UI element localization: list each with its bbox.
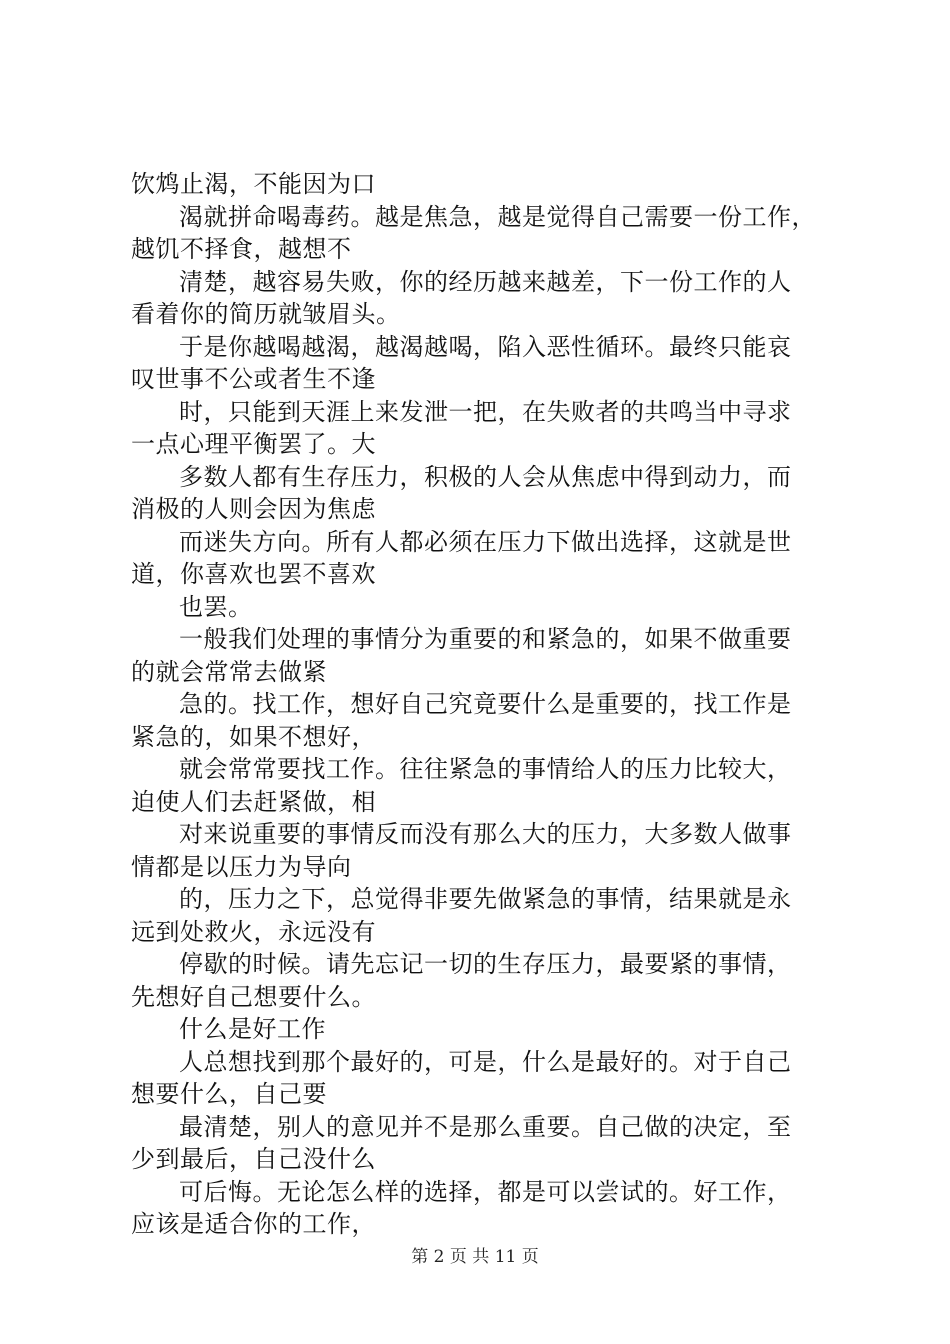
text-line: 也罢。 [179, 592, 253, 621]
text-line: 一点心理平衡罢了。大 [131, 430, 376, 458]
text-line: 对来说重要的事情反而没有那么大的压力，大多数人做事 [179, 820, 792, 848]
text-line: 远到处救火，永远没有 [131, 917, 376, 946]
text-line: 道，你喜欢也罢不喜欢 [131, 560, 376, 588]
text-line: 急的。找工作，想好自己究竟要什么是重要的，找工作是 [179, 690, 792, 718]
text-line: 最清楚，别人的意见并不是那么重要。自己做的决定，至 [179, 1112, 792, 1141]
text-line: 饮鸩止渴，不能因为口 [131, 170, 376, 198]
text-line: 多数人都有生存压力，积极的人会从焦虑中得到动力，而 [179, 462, 792, 491]
text-line: 看着你的简历就皱眉头。 [131, 300, 401, 328]
text-line: 应该是适合你的工作， [131, 1210, 376, 1238]
text-line: 的，压力之下，总觉得非要先做紧急的事情，结果就是永 [179, 885, 792, 913]
text-line: 于是你越喝越渴，越渴越喝，陷入恶性循环。最终只能哀 [179, 332, 792, 361]
text-line: 人总想找到那个最好的，可是，什么是最好的。对于自己 [179, 1047, 792, 1076]
text-line: 越饥不择食，越想不 [131, 235, 352, 263]
text-line: 时，只能到天涯上来发泄一把，在失败者的共鸣当中寻求 [179, 397, 792, 426]
text-line: 的就会常常去做紧 [131, 657, 327, 686]
text-line: 少到最后，自己没什么 [131, 1145, 376, 1173]
text-line: 紧急的，如果不想好， [131, 722, 376, 751]
text-line: 清楚，越容易失败，你的经历越来越差，下一份工作的人 [179, 267, 792, 296]
text-line: 而迷失方向。所有人都必须在压力下做出选择，这就是世 [179, 527, 792, 556]
page-footer: 第 2 页 共 11 页 [411, 1247, 539, 1267]
text-line: 一般我们处理的事情分为重要的和紧急的，如果不做重要 [179, 625, 792, 653]
text-line: 消极的人则会因为焦虑 [131, 495, 376, 523]
text-line: 可后悔。无论怎么样的选择，都是可以尝试的。好工作， [179, 1177, 792, 1206]
text-line: 想要什么，自己要 [131, 1080, 327, 1108]
text-line: 停歇的时候。请先忘记一切的生存压力，最要紧的事情， [179, 950, 792, 978]
text-line: 就会常常要找工作。往往紧急的事情给人的压力比较大， [179, 755, 792, 783]
text-line: 渴就拼命喝毒药。越是焦急，越是觉得自己需要一份工作， [179, 202, 816, 231]
text-line: 叹世事不公或者生不逢 [131, 365, 376, 393]
text-line: 先想好自己想要什么。 [131, 982, 376, 1011]
text-line: 情都是以压力为导向 [131, 852, 352, 881]
document-body [131, 168, 851, 1241]
text-line: 迫使人们去赶紧做，相 [131, 787, 376, 816]
text-line: 什么是好工作 [179, 1015, 326, 1043]
